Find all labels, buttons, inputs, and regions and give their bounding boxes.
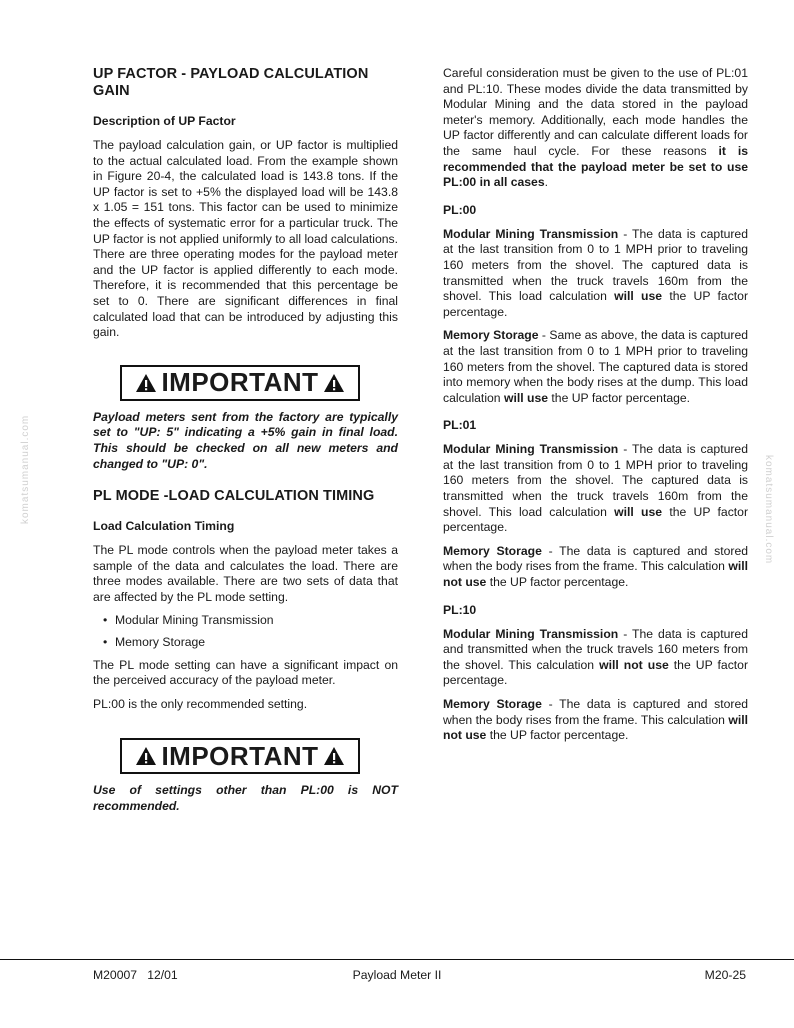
important-label-2: IMPORTANT xyxy=(161,740,319,771)
watermark-left: komatsumanual.com xyxy=(20,414,31,524)
pl-mode-title: PL MODE -LOAD CALCULATION TIMING xyxy=(93,488,375,505)
footer-title: Payload Meter II xyxy=(352,968,442,982)
important-banner-2 xyxy=(120,738,360,774)
warning-triangle-icon xyxy=(323,373,345,393)
warning-triangle-icon xyxy=(323,746,345,766)
pl01-heading: PL:01 xyxy=(443,418,477,433)
recommended-text: PL:00 is the only recommended setting. xyxy=(93,696,308,711)
impact-text: The PL mode setting can have a significant impact on the perceived accuracy of the payload meter. xyxy=(93,657,398,688)
data-set-list xyxy=(93,613,398,650)
important-label-1: IMPORTANT xyxy=(161,367,319,398)
pl10-heading: PL:10 xyxy=(443,602,477,617)
important-banner-1 xyxy=(120,365,360,401)
pl00-mm-text: Modular Mining Transmission - The data is captured at the last transition from 0 to 1 MPH prior to traveling 160 meters from the shovel. The captured data is transmitted when the truck travels 160m from the shovel. This load calculation will use the UP factor percentage. xyxy=(443,226,749,319)
footer-page-number: M20-25 xyxy=(704,968,746,982)
pl01-mm-text: Modular Mining Transmission - The data is captured at the last transition from 0 to 1 MPH prior to traveling 160 meters from the shovel. The captured data is transmitted when the truck travels 160m from the shovel. This load calculation will use the UP factor percentage. xyxy=(443,442,749,535)
pl01-ms-text: Memory Storage - The data is captured and stored when the body rises from the frame. This calculation will not use the UP factor percentage. xyxy=(443,543,749,590)
warning-triangle-icon xyxy=(135,746,157,766)
watermark-right: komatsumanual.com xyxy=(763,455,774,565)
pl00-ms-text: Memory Storage - Same as above, the data is captured at the last transition from 0 to 1 MPH prior to traveling 160 meters from the shovel. The captured data is stored into memory when the body rises at the dump. This load calculation will use the UP factor percentage. xyxy=(443,328,748,405)
important-note-1: Payload meters sent from the factory are typically set to "UP: 5" indicating a +5% gain in final load. This should be checked on all new meters and changed to "UP: 0". xyxy=(93,409,398,471)
pl10-ms-text: Memory Storage - The data is captured and stored when the body rises from the frame. This calculation will not use the UP factor percentage. xyxy=(443,697,749,743)
footer-rule xyxy=(0,959,794,960)
important-note-2: Use of settings other than PL:00 is NOT recommended. xyxy=(93,783,398,814)
pl00-heading: PL:00 xyxy=(443,202,477,217)
intro-text: Careful consideration must be given to the use of PL:01 and PL:10. These modes divide the data transmitted by Modular Mining and the data stored in the payload meter's memory. Additionally, each mode handles the UP factor differently and can calculate different loads for the same haul cycle. For these reasons it is recommended that the payload meter be set to use PL:00 in all cases. xyxy=(443,66,748,190)
list-item: • Memory Storage xyxy=(105,635,398,651)
footer-doc-id: M20007 12/01 xyxy=(93,968,178,982)
timing-text: The PL mode controls when the payload meter takes a sample of the data and calculates the load. There are three modes available. There are two sets of data that are affected by the PL mode setting. xyxy=(93,543,398,604)
pl10-mm-text: Modular Mining Transmission - The data is captured and transmitted when the truck travels 160 meters from the shovel. This calculation will not use the UP factor percentage. xyxy=(443,626,749,688)
desc-text: The payload calculation gain, or UP factor is multiplied to the actual calculated load. From the example shown in Figure 20-4, the calculated load is 143.8 tons. If the UP factor is set to +5% the displayed load will be 143.8 x 1.05 = 151 tons. This factor can be used to minimize the effects of systematic error for a particular truck. The UP factor is not applied uniformly to all load calculations. There are three operating modes for the payload meter and the UP factor is applied differently to each mode. Therefore, it is recommended that this percentage be set to 0. There are significant differences in final calculated load that can be introduced by adjusting this gain. xyxy=(93,138,398,340)
warning-triangle-icon xyxy=(135,373,157,393)
list-item: • Modular Mining Transmission xyxy=(105,613,398,629)
up-factor-title: UP FACTOR - PAYLOAD CALCULATION GAIN xyxy=(93,66,369,99)
left-column xyxy=(93,66,398,827)
right-column xyxy=(443,66,748,752)
desc-heading: Description of UP Factor xyxy=(93,114,236,128)
timing-heading: Load Calculation Timing xyxy=(93,519,235,534)
